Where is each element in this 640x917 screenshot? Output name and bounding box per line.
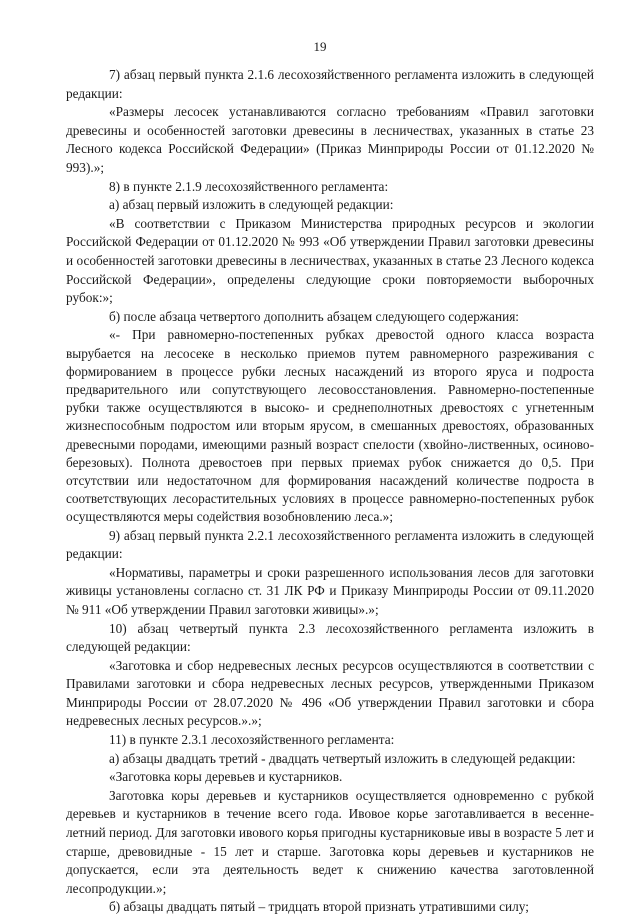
quoted-heading: «Заготовка коры деревьев и кустарников.	[109, 769, 343, 785]
subparagraph-a: а) абзац первый изложить в следующей редакции:	[109, 197, 394, 213]
quoted-paragraph: «Нормативы, параметры и сроки разрешенного использования лесов для заготовки живицы установлены согласно ст. 31 ЛК РФ и Приказу Минприроды России от 09.11.2020 № 911 «Об утверждении Правил заготовки живицы».»;	[66, 564, 594, 617]
paragraph-item-8: 8) в пункте 2.1.9 лесохозяйственного регламента:	[109, 178, 389, 194]
paragraph-item-9: 9) абзац первый пункта 2.2.1 лесохозяйственного регламента изложить в следующей редакции:	[66, 527, 594, 562]
quoted-paragraph: «В соответствии с Приказом Министерства природных ресурсов и экологии Российской Федерации от 01.12.2020 № 993 «Об утверждении Правил заготовки древесины и особенностей заготовки древесины в лесничествах, указанных в статье 23 Лесного кодекса Российской Федерации», определены следующие сроки повторяемости выборочных рубок:»;	[66, 215, 594, 306]
paragraph-item-7: 7) абзац первый пункта 2.1.6 лесохозяйственного регламента изложить в следующей редакции:	[66, 67, 594, 101]
page-number: 19	[313, 39, 327, 54]
quoted-paragraph: «Заготовка и сбор недревесных лесных ресурсов осуществляются в соответствии с Правилами заготовки и сбора недревесных лесных ресурсов, утвержденными Приказом Минприроды России от 28.07.2020 № 496 «Об утверждении Правил заготовки и сбора недревесных лесных ресурсов.».»;	[66, 657, 594, 729]
quoted-paragraph: Заготовка коры деревьев и кустарников осуществляется одновременно с рубкой деревьев и кустарников в течение всего года. Ивовое корье заготавливается в весенне-летний период. Для заготовки ивового корья пригодны кустарниковые ивы в возрасте 5 лет и старше, древовидные - 15 лет и старше. Заготовка коры деревьев и кустарников не допускается, если эта деятельность ведет к снижению качества заготовленной лесопродукции.»;	[66, 787, 594, 896]
subparagraph-b: б) после абзаца четвертого дополнить абзацем следующего содержания:	[109, 308, 520, 324]
subparagraph-a: а) абзацы двадцать третий - двадцать четвертый изложить в следующей редакции:	[109, 750, 576, 766]
document-body	[66, 66, 594, 917]
paragraph-item-10: 10) абзац четвертый пункта 2.3 лесохозяйственного регламента изложить в следующей редакции:	[66, 620, 594, 655]
subparagraph-b: б) абзацы двадцать пятый – тридцать второй признать утратившими силу;	[109, 899, 529, 915]
paragraph-item-11: 11) в пункте 2.3.1 лесохозяйственного регламента:	[109, 732, 395, 748]
quoted-paragraph: «- При равномерно-постепенных рубках древостой одного класса возраста вырубается на лесосеке в несколько приемов путем равномерного разреживания с формированием в процессе рубки лесных насаждений из второго яруса и подроста предварительного или сопутствующего лесовосстановления. Равномерно-постепенные рубки также осуществляются в высоко- и среднеполнотных древостоях с угнетенным жизнеспособным подростом или вторым ярусом, в смешанных древостоях, образованных древесными породами, имеющими разный возраст спелости (хвойно-лиственных, осиново-березовых). Полнота древостоев при первых приемах рубок снижается до 0,5. При отсутствии или недостаточном для формирования насаждений количестве подроста в соответствующих лесорастительных условиях в процессе равномерно-постепенных рубок осуществляются меры содействия возобновлению леса.»;	[66, 327, 594, 525]
quoted-paragraph: «Размеры лесосек устанавливаются согласно требованиям «Правил заготовки древесины и особенностей заготовки древесины в лесничествах, указанных в статье 23 Лесного кодекса Российской Федерации» (Приказ Минприроды России от 01.12.2020 № 993).»;	[66, 104, 594, 175]
